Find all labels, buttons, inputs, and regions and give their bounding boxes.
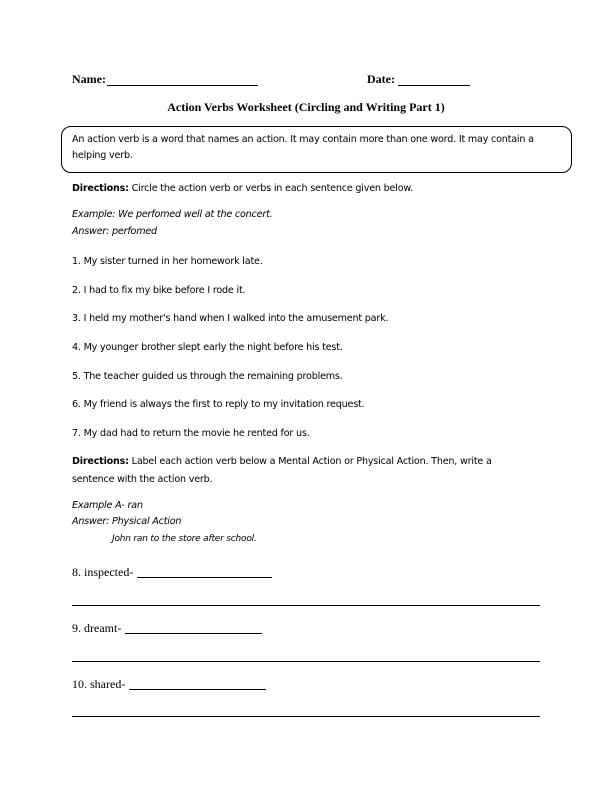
directions-2-line-2: sentence with the action verb.	[72, 474, 213, 485]
sentence-answer-line[interactable]	[72, 661, 540, 662]
sentence-answer-line[interactable]	[72, 605, 540, 606]
sentence-item: 5. The teacher guided us through the remaining problems.	[72, 371, 343, 382]
sentence-item: 7. My dad had to return the movie he rented for us.	[72, 428, 310, 439]
example-sentence: John ran to the store after school.	[112, 534, 257, 544]
directions-text: Label each action verb below a Mental Action or Physical Action. Then, write a	[128, 456, 492, 467]
directions-1	[72, 183, 413, 194]
sentence-item: 2. I had to fix my bike before I rode it.	[72, 285, 246, 296]
sentence-item: 6. My friend is always the first to reply to my invitation request.	[72, 399, 365, 410]
directions-2	[72, 456, 492, 467]
sentence-item: 4. My younger brother slept early the night before his test.	[72, 342, 343, 353]
definition-line-1: An action verb is a word that names an action. It may contain more than one word. It may contain a	[72, 134, 534, 145]
name-label: Name:	[72, 72, 106, 86]
label-answer-line[interactable]	[129, 689, 266, 690]
label-answer-line[interactable]	[125, 633, 262, 634]
directions-text: Circle the action verb or verbs in each sentence given below.	[128, 183, 413, 194]
sentence-item: 1. My sister turned in her homework late.	[72, 256, 263, 267]
sentence-item: 3. I held my mother's hand when I walked into the amusement park.	[72, 313, 389, 324]
directions-label: Directions:	[72, 456, 129, 467]
date-label: Date:	[367, 72, 395, 86]
sentence-answer-line[interactable]	[72, 716, 540, 717]
verb-item-label: 9. dreamt-	[72, 621, 122, 635]
date-field[interactable]	[398, 85, 470, 86]
label-answer-line[interactable]	[137, 577, 272, 578]
directions-label: Directions:	[72, 183, 129, 194]
definition-line-2: helping verb.	[72, 150, 133, 161]
example-2: Example A- ran	[72, 500, 143, 511]
name-field[interactable]	[107, 85, 258, 86]
answer-1: Answer: perfomed	[72, 226, 157, 237]
verb-item-label: 8. inspected-	[72, 565, 134, 579]
page-title: Action Verbs Worksheet (Circling and Writing Part 1)	[167, 100, 445, 114]
verb-item-label: 10. shared-	[72, 677, 126, 691]
example-1: Example: We perfomed well at the concert.	[72, 209, 273, 220]
answer-2: Answer: Physical Action	[72, 516, 182, 527]
